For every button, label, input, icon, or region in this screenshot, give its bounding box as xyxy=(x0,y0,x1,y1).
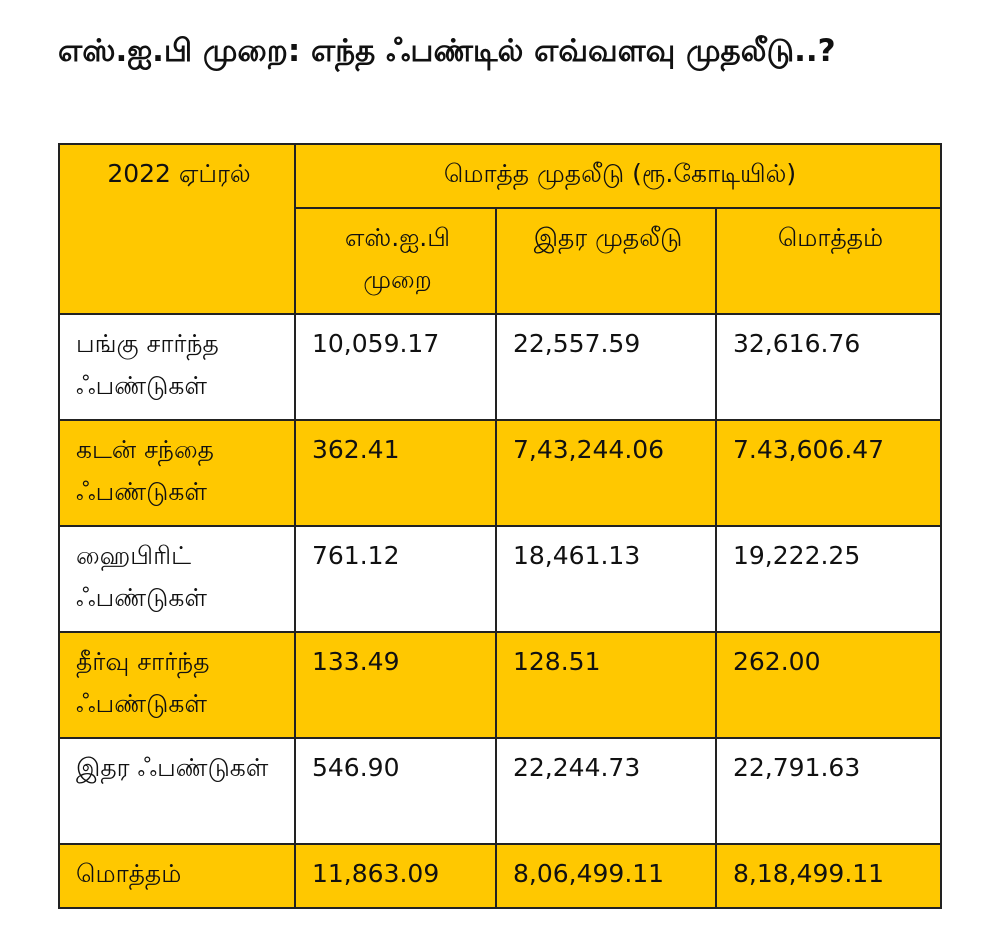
table-corner-header: 2022 ஏப்ரல் xyxy=(59,144,295,314)
table-row xyxy=(59,314,941,420)
cell-other: 18,461.13 xyxy=(496,526,716,632)
total-row-label: மொத்தம் xyxy=(59,844,295,908)
row-label: தீர்வு சார்ந்த ஃபண்டுகள் xyxy=(59,632,295,738)
cell-other: 22,557.59 xyxy=(496,314,716,420)
column-header-total: மொத்தம் xyxy=(716,208,941,314)
cell-total: 19,222.25 xyxy=(716,526,941,632)
cell-other: 7,43,244.06 xyxy=(496,420,716,526)
total-cell-other: 8,06,499.11 xyxy=(496,844,716,908)
cell-sip: 10,059.17 xyxy=(295,314,496,420)
cell-sip: 546.90 xyxy=(295,738,496,844)
table-row xyxy=(59,526,941,632)
total-cell-total: 8,18,499.11 xyxy=(716,844,941,908)
cell-other: 22,244.73 xyxy=(496,738,716,844)
page-title: எஸ்.ஐ.பி முறை: எந்த ஃபண்டில் எவ்வளவு முதலீடு..? xyxy=(58,33,836,69)
sip-investment-table xyxy=(58,143,942,909)
cell-sip: 761.12 xyxy=(295,526,496,632)
cell-total: 22,791.63 xyxy=(716,738,941,844)
cell-other: 128.51 xyxy=(496,632,716,738)
cell-total: 7.43,606.47 xyxy=(716,420,941,526)
table-row xyxy=(59,632,941,738)
column-header-sip: எஸ்.ஐ.பி முறை xyxy=(295,208,496,314)
cell-total: 32,616.76 xyxy=(716,314,941,420)
cell-sip: 133.49 xyxy=(295,632,496,738)
total-cell-sip: 11,863.09 xyxy=(295,844,496,908)
cell-sip: 362.41 xyxy=(295,420,496,526)
table-group-header: மொத்த முதலீடு (ரூ.கோடியில்) xyxy=(295,144,941,208)
column-header-other: இதர முதலீடு xyxy=(496,208,716,314)
row-label: இதர ஃபண்டுகள் xyxy=(59,738,295,844)
row-label: பங்கு சார்ந்த ஃபண்டுகள் xyxy=(59,314,295,420)
table-total-row xyxy=(59,844,941,908)
cell-total: 262.00 xyxy=(716,632,941,738)
row-label: ஹைபிரிட் ஃபண்டுகள் xyxy=(59,526,295,632)
table-row xyxy=(59,420,941,526)
table-row xyxy=(59,738,941,844)
row-label: கடன் சந்தை ஃபண்டுகள் xyxy=(59,420,295,526)
